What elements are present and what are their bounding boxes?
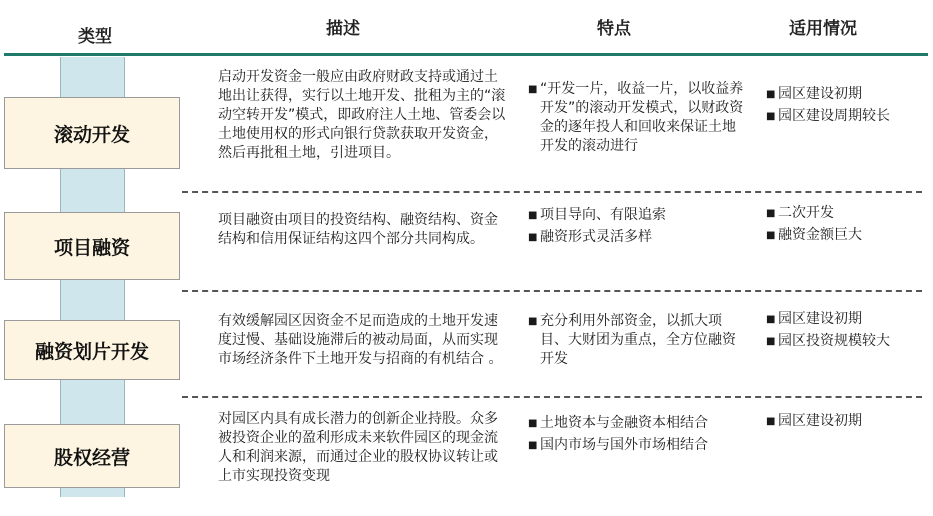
applicable-item (766, 310, 926, 329)
square-bullet-icon: ■ (766, 416, 776, 427)
description-equity-management: 对园区内具有成长潜力的创新企业持股。众多被投资企业的盈利形成未来软件园区的现金流人和利润来源，而通过企业的股权协议转让或上市实现投资变现 (218, 411, 498, 484)
row-divider (182, 396, 922, 398)
header-description: 描述 (326, 19, 360, 39)
applicable-item (766, 204, 926, 223)
square-bullet-icon: ■ (528, 232, 538, 243)
feature-item (528, 228, 748, 247)
applicable-text: 二次开发 (778, 205, 834, 221)
features-zoned-financing (528, 312, 748, 372)
feature-item (528, 436, 748, 455)
square-bullet-icon: ■ (528, 440, 538, 451)
applicable-zoned-financing (766, 310, 926, 354)
square-bullet-icon: ■ (528, 210, 538, 221)
header-applicable: 适用情况 (789, 19, 857, 39)
feature-item (528, 206, 748, 225)
description-project-financing: 项目融资由项目的投资结构、融资结构、资金结构和信用保证结构这四个部分共同构成。 (218, 212, 498, 247)
feature-item (528, 312, 748, 369)
square-bullet-icon: ■ (528, 316, 538, 327)
feature-text: 土地资本与金融资本相结合 (540, 415, 708, 431)
header-features: 特点 (597, 19, 631, 39)
description-rolling-development: 启动开发资金一般应由政府财政支持或通过土地出让获得，实行以土地开发、批租为主的“滚动空转开发”模式，即政府注人土地、管委会以土地使用权的形式向银行贷款获取开发资金，然后再批租土地，引进项目。 (218, 69, 506, 161)
applicable-text: 园区建设周期较长 (778, 108, 890, 124)
applicable-project-financing (766, 204, 926, 248)
row-divider (182, 290, 922, 292)
square-bullet-icon: ■ (766, 336, 776, 347)
applicable-item (766, 226, 926, 245)
feature-text: 融资形式灵活多样 (540, 229, 652, 245)
features-project-financing (528, 206, 748, 250)
feature-text: 项目导向、有限追索 (540, 207, 666, 223)
applicable-text: 园区建设初期 (778, 413, 862, 429)
applicable-text: 园区建设初期 (778, 86, 862, 102)
applicable-equity-management (766, 412, 926, 434)
applicable-item (766, 107, 926, 126)
feature-text: 国内市场与国外市场相结合 (540, 437, 708, 453)
type-box-zoned-financing: 融资划片开发 (4, 320, 180, 380)
square-bullet-icon: ■ (766, 230, 776, 241)
features-equity-management (528, 414, 748, 458)
feature-item (528, 414, 748, 433)
square-bullet-icon: ■ (766, 314, 776, 325)
description-zoned-financing: 有效缓解园区因资金不足而造成的土地开发速度过慢、基础设施滞后的被动局面，从而实现市场经济条件下土地开发与招商的有机结合 。 (218, 313, 503, 367)
features-rolling-development (528, 80, 748, 159)
square-bullet-icon: ■ (766, 89, 776, 100)
square-bullet-icon: ■ (528, 418, 538, 429)
header-type: 类型 (78, 27, 112, 47)
feature-text: “开发一片，收益一片，以收益养开发”的滚动开发模式，以财政资金的逐年投人和回收来保证土地开发的滚动进行 (540, 81, 744, 154)
type-box-equity-management: 股权经营 (4, 424, 180, 488)
applicable-text: 园区投资规模较大 (778, 333, 890, 349)
applicable-rolling-development (766, 85, 926, 129)
applicable-text: 园区建设初期 (778, 311, 862, 327)
square-bullet-icon: ■ (766, 111, 776, 122)
type-box-rolling-development: 滚动开发 (4, 97, 180, 169)
applicable-item (766, 412, 926, 431)
header-divider (4, 53, 928, 56)
feature-text: 充分利用外部资金，以抓大项目、大财团为重点，全方位融资开发 (540, 313, 736, 367)
row-divider (182, 191, 922, 193)
applicable-item (766, 85, 926, 104)
feature-item (528, 80, 748, 156)
applicable-text: 融资金额巨大 (778, 227, 862, 243)
square-bullet-icon: ■ (766, 208, 776, 219)
applicable-item (766, 332, 926, 351)
square-bullet-icon: ■ (528, 84, 538, 95)
type-box-project-financing: 项目融资 (4, 212, 180, 280)
